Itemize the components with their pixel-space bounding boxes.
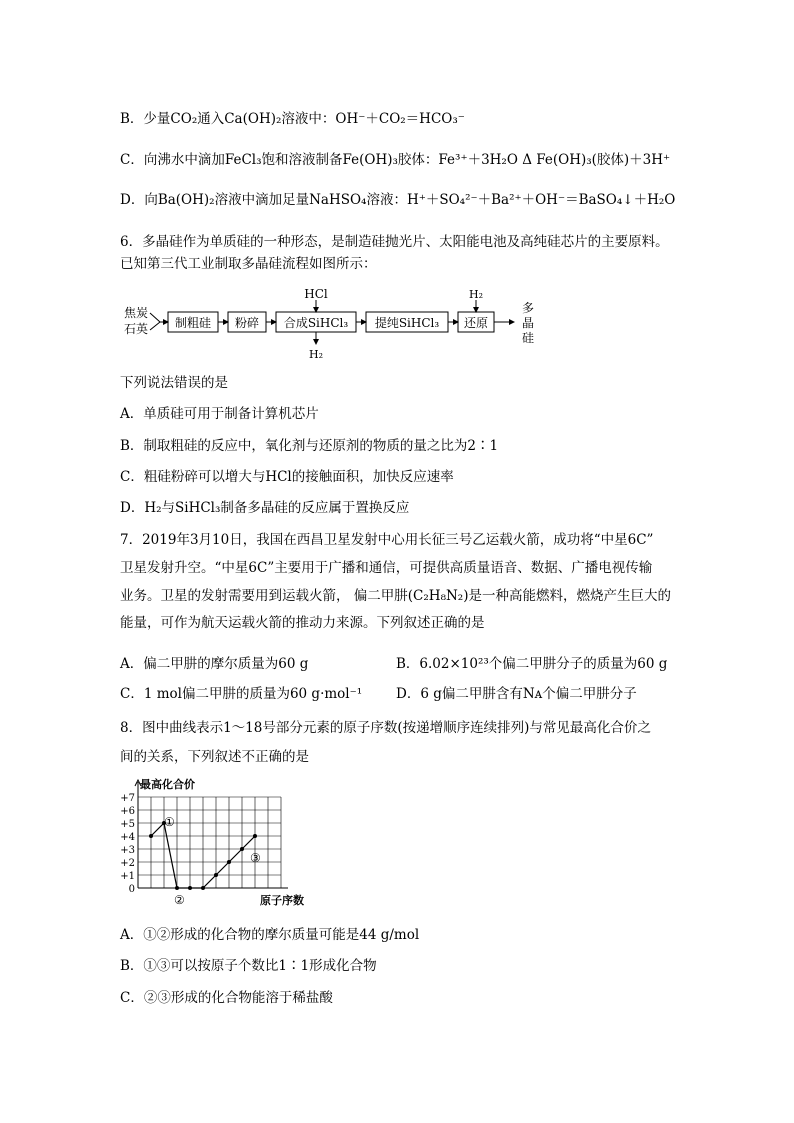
- data-point: [214, 873, 218, 877]
- q8-option-a: A．①②形成的化合物的摩尔质量可能是44 g/mol: [120, 927, 420, 943]
- data-point: [175, 886, 179, 890]
- q6-option-d: D．H₂与SiHCl₃制备多晶硅的反应属于置换反应: [120, 500, 410, 516]
- q6-stem-line2: 已知第三代工业制取多晶硅流程如图所示：: [120, 256, 377, 272]
- q8-option-b: B．①③可以按原子个数比1∶1形成化合物: [120, 958, 377, 974]
- product-char-1: 多: [522, 301, 535, 315]
- q6-option-c: C．粗硅粉碎可以增大与HCl的接触面积，加快反应速率: [120, 469, 454, 485]
- q5-option-c: C．向沸水中滴加FeCl₃饱和溶液制备Fe(OH)₃胶体：Fe³⁺＋3H₂O Δ Fe(OH)₃(胶体)＋3H⁺: [120, 152, 671, 168]
- q8-option-c: C．②③形成的化合物能溶于稀盐酸: [120, 990, 333, 1006]
- y-tick-label: +5: [120, 819, 135, 830]
- q6-stem-line1: 6．多晶硅作为单质硅的一种形态，是制造硅抛光片、太阳能电池及高纯硅芯片的主要原料。: [120, 234, 669, 250]
- q7-option-a: A．偏二甲肼的摩尔质量为60 g: [120, 656, 309, 672]
- q8-stem-line2: 间的关系，下列叙述不正确的是: [120, 749, 309, 765]
- x-axis-label: 原子序数: [260, 894, 304, 907]
- mark-2: ②: [174, 893, 185, 907]
- y-tick-label: +1: [120, 871, 135, 882]
- q7-option-b: B．6.02×10²³个偏二甲肼分子的质量为60 g: [396, 656, 668, 672]
- q7-stem-line1: 7．2019年3月10日，我国在西昌卫星发射中心用长征三号乙运载火箭，成功将“中星6C”: [120, 532, 654, 548]
- input-coke: 焦炭: [124, 306, 149, 320]
- y-tick-label: +2: [120, 858, 135, 869]
- y-tick-label: 0: [128, 884, 135, 895]
- data-point: [188, 886, 192, 890]
- valence-chart: [118, 776, 338, 911]
- y-tick-label: +3: [120, 845, 135, 856]
- data-point: [240, 847, 244, 851]
- hcl-input-label: HCl: [304, 287, 328, 301]
- product-char-3: 硅: [522, 331, 535, 345]
- q7-stem-line2: 卫星发射升空。“中星6C”主要用于广播和通信，可提供高质量语音、数据、广播电视传输: [120, 560, 653, 576]
- q5-option-d: D．向Ba(OH)₂溶液中滴加足量NaHSO₄溶液：H⁺＋SO₄²⁻＋Ba²⁺＋OH⁻＝BaSO₄↓＋H₂O: [120, 192, 676, 208]
- y-tick-label: +6: [120, 806, 135, 817]
- q7-option-c: C．1 mol偏二甲肼的质量为60 g·mol⁻¹: [120, 686, 363, 702]
- svg-text:还原: 还原: [463, 316, 489, 330]
- product-char-2: 晶: [522, 316, 535, 330]
- data-point: [201, 886, 205, 890]
- q6-option-a: A．单质硅可用于制备计算机芯片: [120, 406, 319, 422]
- q6-option-b: B．制取粗硅的反应中，氧化剂与还原剂的物质的量之比为2∶1: [120, 438, 499, 454]
- h2-output-label: H₂: [308, 348, 324, 361]
- y-tick-label: +4: [120, 832, 135, 843]
- y-tick-label: +7: [120, 793, 135, 804]
- h2-input-label: H₂: [468, 288, 484, 301]
- q7-option-d: D．6 g偏二甲肼含有Nᴀ个偏二甲肼分子: [396, 686, 637, 702]
- input-quartz: 石英: [124, 322, 149, 336]
- svg-text:合成SiHCl₃: 合成SiHCl₃: [283, 316, 349, 330]
- data-point: [227, 860, 231, 864]
- flow-diagram: [124, 286, 544, 366]
- mark-3: ③: [250, 851, 261, 865]
- mark-1: ①: [164, 815, 175, 829]
- q5-option-b: B．少量CO₂通入Ca(OH)₂溶液中：OH⁻＋CO₂＝HCO₃⁻: [120, 111, 465, 127]
- q7-stem-line4: 能量，可作为航天运载火箭的推动力来源。下列叙述正确的是: [120, 615, 485, 631]
- svg-text:提纯SiHCl₃: 提纯SiHCl₃: [374, 316, 440, 330]
- y-axis-label: 最高化合价: [140, 778, 195, 791]
- data-point: [149, 834, 153, 838]
- svg-text:制粗硅: 制粗硅: [174, 316, 212, 330]
- q7-stem-line3: 业务。卫星的发射需要用到运载火箭， 偏二甲肼(C₂H₈N₂)是一种高能燃料，燃烧产生巨大的: [120, 588, 671, 604]
- svg-text:粉碎: 粉碎: [234, 316, 260, 330]
- q8-stem-line1: 8．图中曲线表示1～18号部分元素的原子序数(按递增顺序连续排列)与常见最高化合价之: [120, 720, 651, 736]
- data-point: [253, 834, 257, 838]
- q6-ask: 下列说法错误的是: [120, 375, 228, 391]
